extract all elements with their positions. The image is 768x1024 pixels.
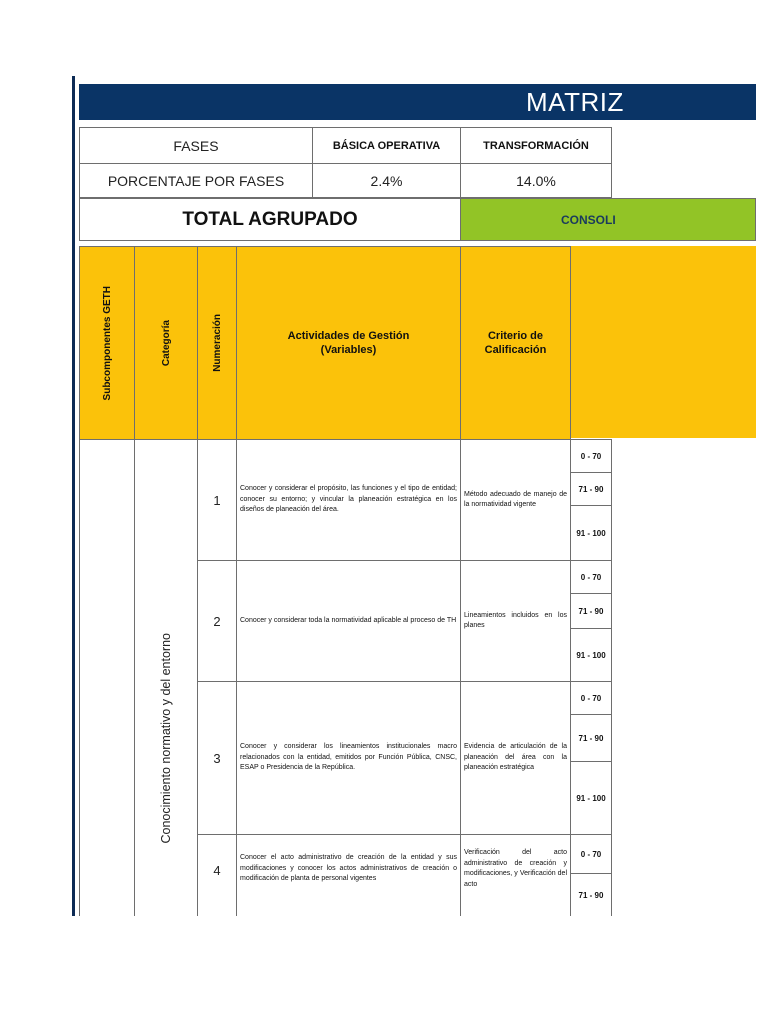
row-number: 3 [197,681,237,835]
page-title: MATRIZ [526,87,624,117]
criterion-text: Método adecuado de manejo de la normatividad vigente [460,439,571,561]
percentage-label: PORCENTAJE POR FASES [79,163,313,198]
consolidated-band: CONSOLI [460,198,756,241]
range-cell: 91 - 100 [570,761,612,835]
category-value: Conocimiento normativo y del entorno [159,632,173,844]
activity-text: Conocer y considerar el propósito, las funciones y el tipo de entidad; conocer su entorno; y vincular la planeación estratégica en los diseños de planeación del área. [236,439,461,561]
header-category-text: Categoría [160,319,172,367]
activity-text: Conocer el acto administrativo de creación de la entidad y sus modificaciones y conocer los actos administrativos de creación o modificación de planta de personal vigentes [236,834,461,916]
total-grouped-label: TOTAL AGRUPADO [79,198,461,241]
header-criteria: Criterio de Calificación [460,246,571,440]
range-cell: 71 - 90 [570,472,612,506]
header-subcomponent-text: Subcomponentes GETH [101,285,113,401]
row-number: 2 [197,560,237,682]
subcomponent-cell [79,439,135,916]
header-subcomponent [79,246,135,440]
row-number: 1 [197,439,237,561]
activity-text: Conocer y considerar toda la normatividad aplicable al proceso de TH [236,560,461,682]
row-number: 4 [197,834,237,916]
range-cell: 91 - 100 [570,505,612,561]
phase-transformation: TRANSFORMACIÓN [460,127,612,164]
header-activities: Actividades de Gestión (Variables) [236,246,461,440]
percentage-basic-operative: 2.4% [312,163,461,198]
criterion-text: Lineamientos incluidos en los planes [460,560,571,682]
range-cell: 71 - 90 [570,873,612,916]
range-cell: 0 - 70 [570,681,612,715]
range-cell: 71 - 90 [570,714,612,762]
header-category [134,246,198,440]
category-cell [134,439,198,916]
criterion-text: Evidencia de articulación de la planeación del área con la planeación estratégica [460,681,571,835]
range-cell: 0 - 70 [570,560,612,594]
range-cell: 91 - 100 [570,628,612,682]
criterion-text: Verificación del acto administrativo de creación y modificaciones, y Verificación del acto [460,834,571,916]
range-cell: 0 - 70 [570,834,612,874]
range-cell: 0 - 70 [570,439,612,473]
header-numbering-text: Numeración [211,314,223,372]
phases-label: FASES [79,127,313,164]
phase-basic-operative: BÁSICA OPERATIVA [312,127,461,164]
percentage-transformation: 14.0% [460,163,612,198]
range-cell: 71 - 90 [570,593,612,629]
header-numbering [197,246,237,440]
activity-text: Conocer y considerar los lineamientos institucionales macro relacionados con la entidad, emitidos por Función Pública, CNSC, ESAP o Presidencia de la República. [236,681,461,835]
